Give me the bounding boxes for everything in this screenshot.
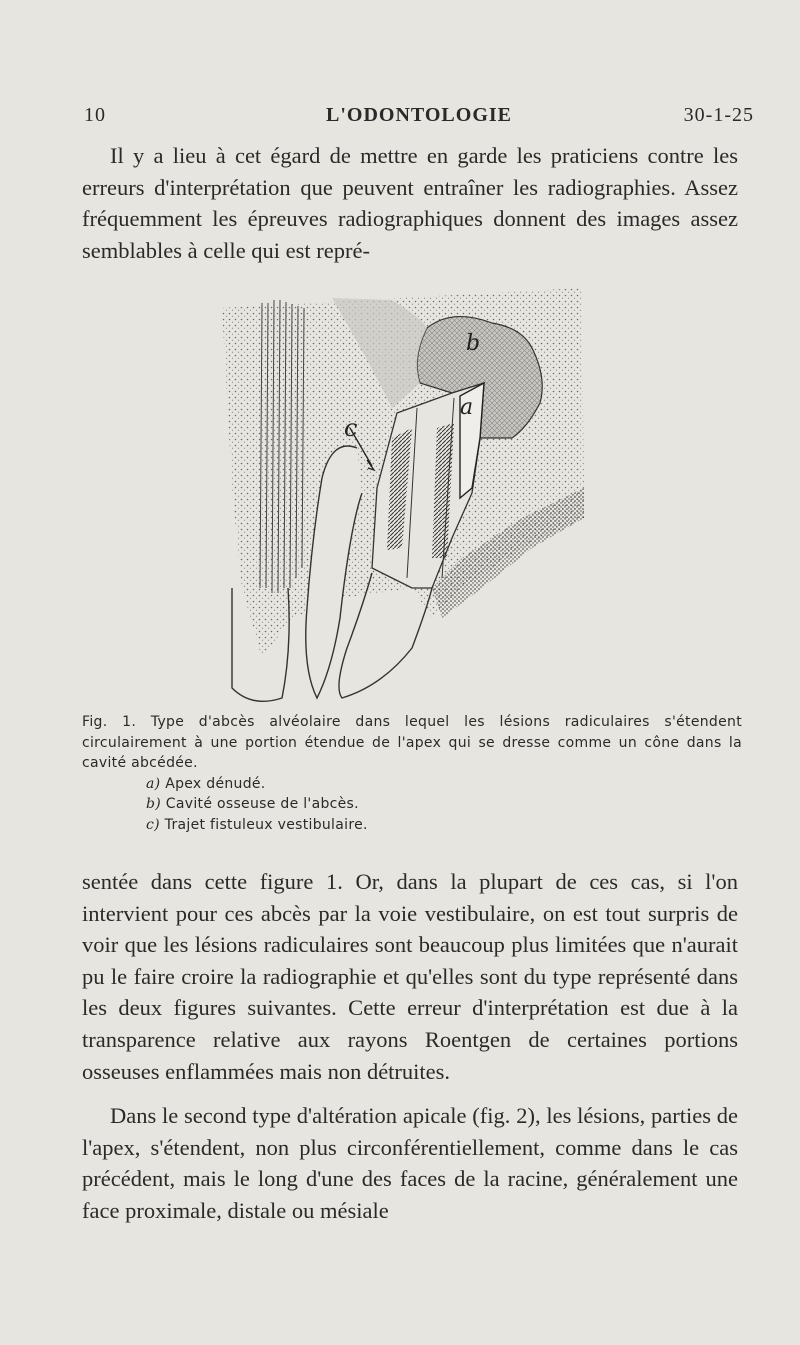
figure-1 — [222, 288, 588, 703]
legend-item-c: c) Trajet fistuleux vestibulaire. — [146, 816, 368, 833]
caption-text: Fig. 1. Type d'abcès alvéolaire dans lequel les lésions radiculaires s'étendent circulairement à une portion étendue de l'apex qui se dresse comme un cône dans la cavité abcédée. — [82, 714, 742, 771]
tooth-abscess-diagram — [222, 288, 588, 703]
page-number: 10 — [84, 104, 106, 126]
journal-title: L'ODONTOLOGIE — [325, 104, 512, 126]
running-header — [84, 104, 754, 134]
legend-item-a: a) Apex dénudé. — [146, 775, 266, 792]
paragraph-1-top: Il y a lieu à cet égard de mettre en garde les praticiens contre les erreurs d'interprétation que peuvent entraîner les radiographies. Assez fréquemment les épreuves radiographiques donnent des images assez semblables à celle qui est repré- — [82, 143, 738, 263]
paragraph-1-bottom: sentée dans cette figure 1. Or, dans la plupart de ces cas, si l'on intervient pour ces abcès par la voie vestibulaire, on est tout surpris de voir que les lésions radiculaires sont beaucoup plus limitées que n'aurait pu le faire croire la radiographie et qu'elles sont du type représenté dans les deux figures suivantes. Cette erreur d'interprétation est due à la transparence relative aux rayons Roentgen de certaines portions osseuses enflammées mais non détruites. — [82, 869, 738, 1084]
legend-item-b: b) Cavité osseuse de l'abcès. — [146, 796, 359, 812]
label-c: c — [344, 414, 358, 442]
label-b: b — [466, 331, 481, 356]
paragraph-2: Dans le second type d'altération apicale (fig. 2), les lésions, parties de l'apex, s'étendent, non plus circonférentiellement, comme dans le cas précédent, mais le long d'une des faces de la racine, généralement une face proximale, distale ou mésiale — [82, 1103, 738, 1223]
issue-date: 30-1-25 — [683, 104, 754, 126]
label-a: a — [460, 395, 474, 420]
figure-caption — [82, 712, 742, 835]
